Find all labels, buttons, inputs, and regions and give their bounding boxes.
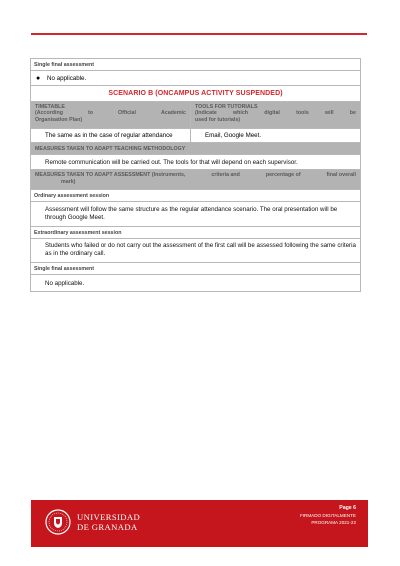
timetable-header-line2: (According to Official Academic <box>35 110 186 117</box>
timetable-value: The same as in the case of regular attendance <box>31 129 191 142</box>
tools-value: Email, Google Meet. <box>205 132 262 139</box>
single-final-bullet-text: No applicable. <box>47 74 87 82</box>
doc-line-1: FIRMADO DIGITALMENTE <box>299 513 356 518</box>
timetable-tools-header-row <box>31 102 360 129</box>
single-final-label-1: Single final assessment <box>31 59 360 71</box>
ordinary-session-text: Assessment will follow the same structure as the regular attendance scenario. The oral presentation will be through Google Meet. <box>31 202 360 227</box>
scenario-title: SCENARIO B (ONCAMPUS ACTIVITY SUSPENDED) <box>31 86 360 102</box>
header-rule <box>31 33 367 35</box>
timetable-header: TIMETABLE (According to Official Academic Organisation Plan) <box>31 102 191 128</box>
tools-header: TOOLS FOR TUTORIALS (Indicate which digital tools will be used for tutorials) <box>195 104 356 123</box>
single-final-label-2: Single final assessment <box>31 263 360 275</box>
extraordinary-session-text: Students who failed or do not carry out the assessment of the first call will be assessed following the same criteria as in the ordinary call. <box>31 239 360 263</box>
course-guide-table <box>30 58 361 292</box>
methodology-header: MEASURES TAKEN TO ADAPT TEACHING METHODOLOGY <box>31 143 360 155</box>
single-final-text-2: No applicable. <box>31 275 360 292</box>
page-number: Page 6 <box>339 505 356 511</box>
methodology-text: Remote communication will be carried out. The tools for that will depend on each supervisor. <box>31 155 360 170</box>
bullet-icon: ● <box>36 74 41 82</box>
university-footer <box>31 500 368 547</box>
extraordinary-session-label: Extraordinary assessment session <box>31 227 360 239</box>
university-seal-icon <box>45 509 71 535</box>
university-logo-text: UNIVERSIDAD DE GRANADA <box>77 512 141 532</box>
single-final-bullet-row <box>31 71 360 86</box>
tools-header-line2: (Indicate which digital tools will be <box>195 110 356 117</box>
ordinary-session-label: Ordinary assessment session <box>31 190 360 202</box>
doc-line-2: PROGRAMA 2021-22 <box>311 520 356 525</box>
assessment-measures-header: MEASURES TAKEN TO ADAPT ASSESSMENT (Instruments, criteria and percentage of final overall mark) <box>31 170 360 190</box>
page-info <box>300 505 356 526</box>
timetable-tools-value-row <box>31 129 360 143</box>
